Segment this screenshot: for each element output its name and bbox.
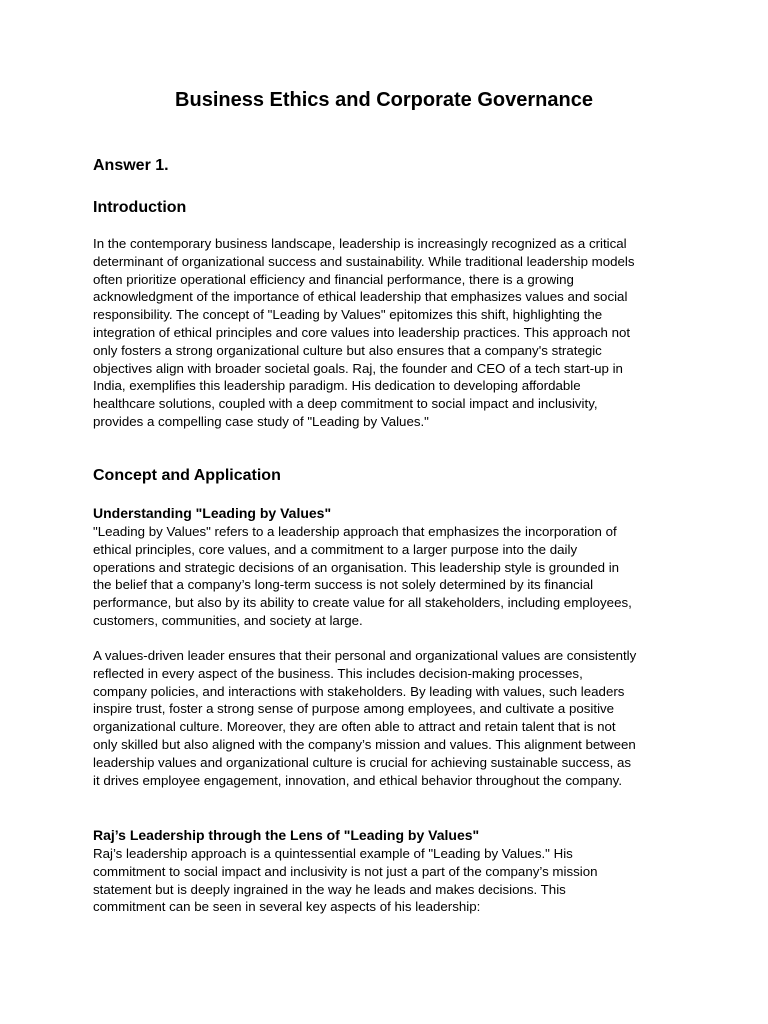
- text-line: only skilled but also aligned with the company’s mission and values. This alignment between: [93, 736, 636, 752]
- text-line: it drives employee engagement, innovation, and ethical behavior throughout the company.: [93, 772, 623, 788]
- text-line: integration of ethical principles and core values into leadership practices. This approach not: [93, 324, 631, 340]
- text-line: India, exemplifies this leadership paradigm. His dedication to developing affordable: [93, 378, 581, 394]
- text-line: "Leading by Values" refers to a leadership approach that emphasizes the incorporation of: [93, 524, 617, 539]
- raj-leadership-paragraph: [93, 845, 683, 916]
- answer-heading: Answer 1.: [93, 157, 169, 174]
- text-line: only fosters a strong organizational culture but also ensures that a company's strategic: [93, 342, 602, 358]
- text-line: reflected in every aspect of the business. This includes decision-making processes,: [93, 665, 583, 681]
- understanding-paragraph-2: [93, 647, 683, 789]
- text-line: leadership values and organizational culture is crucial for achieving sustainable success, as: [93, 754, 632, 770]
- text-line: statement but is deeply ingrained in the way he leads and makes decisions. This: [93, 881, 566, 897]
- text-line: operations and strategic decisions of an organisation. This leadership style is grounded in: [93, 559, 620, 575]
- text-line: often prioritize operational efficiency and financial performance, there is a growing: [93, 271, 574, 287]
- text-line: performance, but also by its ability to create value for all stakeholders, including employees,: [93, 595, 632, 611]
- understanding-paragraph-1: [93, 523, 683, 630]
- text-line: inspire trust, foster a strong sense of purpose among employees, and cultivate a positive: [93, 701, 615, 717]
- text-line: provides a compelling case study of "Leading by Values.": [93, 413, 429, 429]
- text-line: A values-driven leader ensures that their personal and organizational values are consistently: [93, 648, 637, 663]
- document-title: Business Ethics and Corporate Governance: [175, 89, 593, 111]
- introduction-heading: Introduction: [93, 199, 187, 216]
- text-line: Raj’s leadership approach is a quintessential example of "Leading by Values." His: [93, 846, 573, 861]
- text-line: healthcare solutions, coupled with a deep commitment to social impact and inclusivity,: [93, 396, 598, 412]
- text-line: acknowledgment of the importance of ethical leadership that emphasizes values and social: [93, 289, 628, 305]
- text-line: organizational culture. Moreover, they are often able to attract and retain talent that is not: [93, 719, 616, 735]
- raj-leadership-heading: Raj’s Leadership through the Lens of "Leading by Values": [93, 827, 480, 843]
- concept-heading: Concept and Application: [93, 467, 281, 484]
- text-line: objectives align with broader societal goals. Raj, the founder and CEO of a tech start-up in: [93, 360, 623, 376]
- text-line: company policies, and interactions with stakeholders. By leading with values, such leaders: [93, 683, 625, 699]
- understanding-heading: Understanding "Leading by Values": [93, 505, 332, 521]
- text-line: the belief that a company’s long-term success is not solely determined by its financial: [93, 577, 594, 593]
- text-line: responsibility. The concept of "Leading by Values" epitomizes this shift, highlighting the: [93, 307, 603, 323]
- text-line: customers, communities, and society at large.: [93, 612, 363, 628]
- text-line: commitment can be seen in several key aspects of his leadership:: [93, 899, 481, 915]
- text-line: ethical principles, core values, and a commitment to a larger purpose into the daily: [93, 541, 578, 557]
- text-line: commitment to social impact and inclusivity is not just a part of the company’s mission: [93, 863, 598, 879]
- introduction-paragraph: [93, 235, 683, 431]
- text-line: determinant of organizational success and sustainability. While traditional leadership models: [93, 253, 635, 269]
- text-line: In the contemporary business landscape, leadership is increasingly recognized as a critical: [93, 236, 627, 251]
